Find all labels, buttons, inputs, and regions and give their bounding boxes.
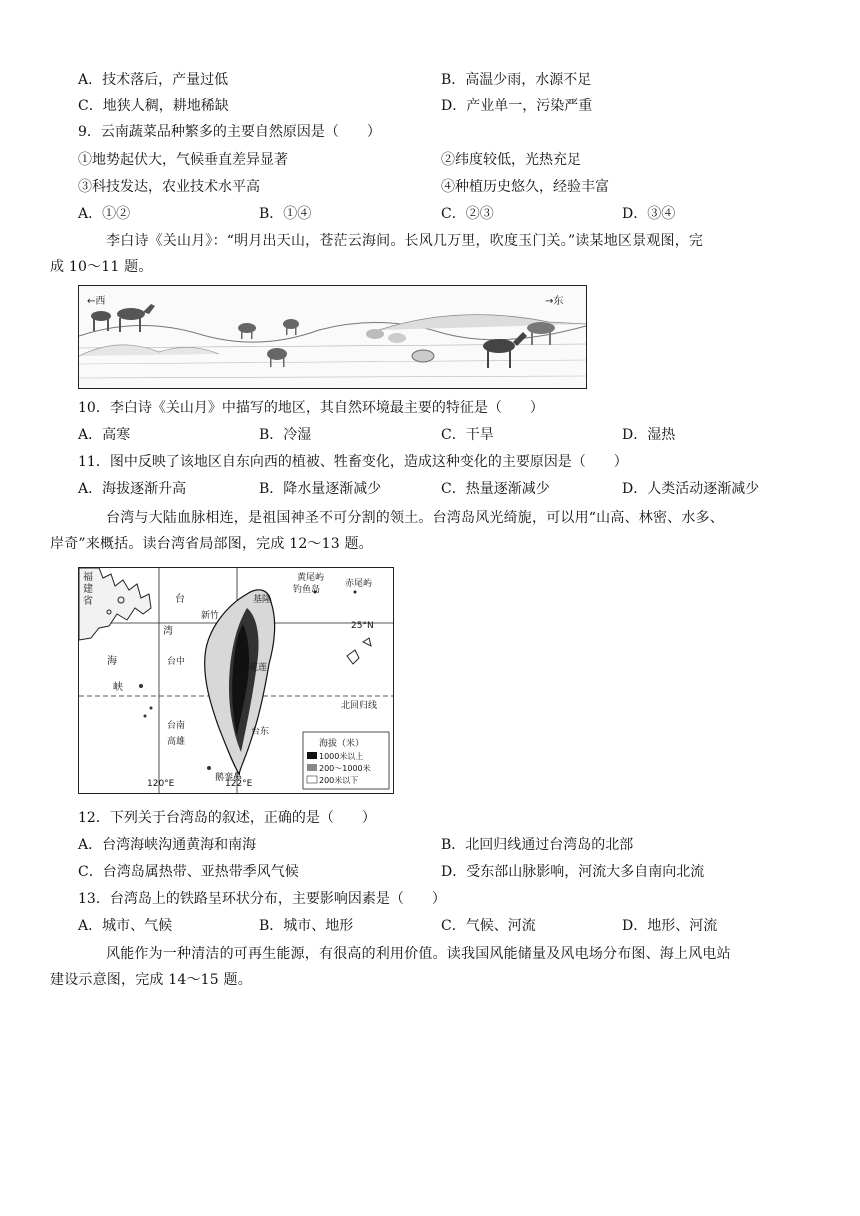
landscape-figure xyxy=(78,285,587,389)
intro-12-13 xyxy=(50,505,778,557)
q9-option-d: D．③④ xyxy=(622,206,676,222)
map-label-fujian-2: 建 xyxy=(83,584,93,595)
q8-option-b: B．高温少雨，水源不足 xyxy=(441,72,592,88)
legend-mid: 200～1000米 xyxy=(319,764,371,773)
q12-stem: 12．下列关于台湾岛的叙述，正确的是（ ） xyxy=(78,810,376,826)
west-label: ←西 xyxy=(87,296,106,307)
map-label-eluanbi: 鹅銮鼻 xyxy=(215,773,243,783)
q13-option-c: C．气候、河流 xyxy=(441,918,536,934)
map-label-hualien: 花莲 xyxy=(249,663,268,673)
q9-stem: 9．云南蔬菜品种繁多的主要自然原因是（ ） xyxy=(78,124,381,140)
map-label-strait-4: 峡 xyxy=(113,682,123,693)
q12-option-d: D．受东部山脉影响，河流大多自南向北流 xyxy=(441,864,705,880)
map-label-strait-3: 海 xyxy=(107,656,117,667)
legend-title: 海拔（米） xyxy=(319,739,365,749)
intro-10-11-line2: 成 10～11 题。 xyxy=(50,259,153,275)
q11-options xyxy=(0,479,860,499)
q12-option-c: C．台湾岛属热带、亚热带季风气候 xyxy=(78,864,299,880)
map-label-lon122: 122°E xyxy=(225,779,253,789)
q9-option-b: B．①④ xyxy=(259,206,312,222)
q10-option-a: A．高寒 xyxy=(78,427,131,443)
q11-stem: 11．图中反映了该地区自东向西的植被、牲畜变化，造成这种变化的主要原因是（ ） xyxy=(78,454,628,470)
intro-14-15-line1: 风能作为一种清洁的可再生能源，有很高的利用价值。读我国风能储量及风电场分布图、海上风电站 xyxy=(106,946,731,962)
map-label-kaohsiung: 高雄 xyxy=(167,737,186,747)
map-label-tropic: 北回归线 xyxy=(341,701,378,711)
q9-option-c: C．②③ xyxy=(441,206,494,222)
q13-option-a: A．城市、气候 xyxy=(78,918,173,934)
intro-10-11 xyxy=(50,228,778,280)
q10-option-c: C．干旱 xyxy=(441,427,494,443)
intro-14-15 xyxy=(50,941,778,993)
map-label-diaoyudao: 钓鱼岛 xyxy=(293,585,321,595)
map-label-taitung: 台东 xyxy=(251,727,270,737)
q9-options xyxy=(0,204,860,224)
map-label-keelung: 基隆 xyxy=(253,595,272,605)
map-label-chiweiyu: 赤尾屿 xyxy=(345,579,373,589)
taiwan-map xyxy=(78,567,394,794)
intro-10-11-line1: 李白诗《关山月》：“明月出天山，苍茫云海间。长风几万里，吹度玉门关。”读某地区景观图，完 xyxy=(106,233,704,249)
map-label-tainan: 台南 xyxy=(167,721,186,731)
map-label-strait-1: 台 xyxy=(175,594,185,605)
q9-option-a: A．①② xyxy=(78,206,131,222)
camel-icon xyxy=(91,304,155,332)
q13-options xyxy=(0,916,860,936)
q10-options xyxy=(0,425,860,445)
map-label-huangweiyu: 黄尾屿 xyxy=(297,573,325,583)
map-label-hsinchu: 新竹 xyxy=(201,611,220,621)
q9-statement-4: ④种植历史悠久，经验丰富 xyxy=(441,179,609,195)
q8-option-d: D．产业单一，污染严重 xyxy=(441,98,593,114)
map-label-lon120: 120°E xyxy=(147,779,175,789)
q9-statement-3: ③科技发达，农业技术水平高 xyxy=(78,179,260,195)
q8-option-a: A．技术落后，产量过低 xyxy=(78,72,229,88)
q11-option-a: A．海拔逐渐升高 xyxy=(78,481,187,497)
q13-option-b: B．城市、地形 xyxy=(259,918,354,934)
q11-option-d: D．人类活动逐渐减少 xyxy=(622,481,760,497)
q11-option-b: B．降水量逐渐减少 xyxy=(259,481,382,497)
horse-icon xyxy=(483,322,555,368)
map-legend xyxy=(303,732,389,789)
q12-option-a: A．台湾海峡沟通黄海和南海 xyxy=(78,837,257,853)
q13-option-d: D．地形、河流 xyxy=(622,918,718,934)
map-label-taichung: 台中 xyxy=(167,657,186,667)
q9-statement-2: ②纬度较低，光热充足 xyxy=(441,152,581,168)
legend-low: 200米以下 xyxy=(319,776,359,785)
intro-14-15-line2: 建设示意图，完成 14～15 题。 xyxy=(50,972,252,988)
q11-option-c: C．热量逐渐减少 xyxy=(441,481,550,497)
map-label-fujian-3: 省 xyxy=(83,596,93,607)
q12-option-b: B．北回归线通过台湾岛的北部 xyxy=(441,837,634,853)
map-label-lat25: 25°N xyxy=(351,621,374,631)
map-label-strait-2: 湾 xyxy=(163,626,173,637)
map-label-fujian-1: 福 xyxy=(83,572,93,583)
q8-option-c: C．地狭人稠，耕地稀缺 xyxy=(78,98,229,114)
q10-option-b: B．冷湿 xyxy=(259,427,312,443)
q10-stem: 10．李白诗《关山月》中描写的地区，其自然环境最主要的特征是（ ） xyxy=(78,400,544,416)
q10-option-d: D．湿热 xyxy=(622,427,676,443)
legend-high: 1000米以上 xyxy=(319,752,364,761)
intro-12-13-line2: 岸奇”来概括。读台湾省局部图，完成 12～13 题。 xyxy=(50,536,373,552)
q13-stem: 13．台湾岛上的铁路呈环状分布，主要影响因素是（ ） xyxy=(78,891,446,907)
intro-12-13-line1: 台湾与大陆血脉相连，是祖国神圣不可分割的领土。台湾岛风光绮旎，可以用“山高、林密、水多、 xyxy=(106,510,724,526)
q9-statement-1: ①地势起伏大，气候垂直差异显著 xyxy=(78,152,288,168)
east-label: →东 xyxy=(545,296,564,307)
